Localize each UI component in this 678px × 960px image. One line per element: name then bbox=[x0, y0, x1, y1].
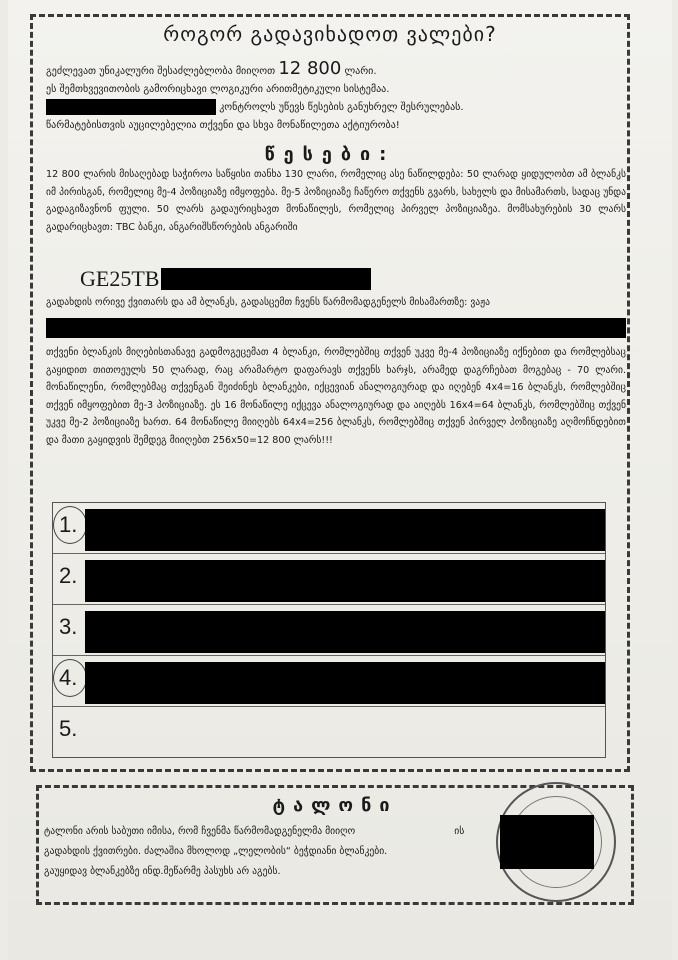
intro-line-2: ეს შემთხვევითობის გამორიცხავი ლოგიკური არითმეტიკული სისტემაა. bbox=[46, 84, 390, 95]
coupon-line-1-text: ტალონი არის საბუთი იმისა, რომ ჩვენმა წარმომადგენელმა მიიღო bbox=[44, 826, 356, 837]
intro-line-4: წარმატებისთვის აუცილებელია თქვენი და სხვა მონაწილეთა აქტიურობა! bbox=[46, 120, 400, 131]
rules-heading: წესები: bbox=[264, 144, 396, 165]
intro-block bbox=[46, 60, 626, 135]
intro-line-3-text: კონტროლს უწევს წესების განუხრელ შესრულებას. bbox=[219, 102, 464, 113]
position-number: 3. bbox=[59, 614, 78, 639]
iban-redaction bbox=[161, 268, 371, 290]
stamp-redaction bbox=[500, 815, 594, 869]
redaction-bar bbox=[85, 560, 605, 602]
rules-paragraph: 12 800 ლარის მისაღებად საჭიროა საწყისი თანხა 130 ლარი, რომელიც ასე ნაწილდება: 50 ლარად ყიდულობთ ამ ბლანკს იმ პირისგან, რომელიც მე-4 პოზიციაზე იმყოფება. მე-5 პოზიციაზე ჩაწერო თქვენს გვარს, სახელს და მისამართს, სადაც უნდა გადაგიზავნონ ფული. 50 ლარს გადაურიცხავთ მონაწილეს, რომელიც პირველ პოზიციაზეა. მომსახურების 30 ლარს გადარიცხავთ: TBC ბანკი, ანგარიშსწორების ანგარიში bbox=[46, 169, 626, 233]
list-row bbox=[53, 554, 605, 605]
coupon-title: ტალონი bbox=[272, 795, 398, 816]
list-row bbox=[53, 503, 605, 554]
list-row bbox=[53, 707, 605, 758]
redaction-bar bbox=[85, 611, 605, 653]
coupon-text bbox=[44, 822, 504, 882]
explanation-paragraph: თქვენი ბლანკის მიღებისთანავე გადმოგეცემათ 4 ბლანკი, რომლებშიც თქვენ უკვე მე-4 პოზიციაზე იქნებით და რომლებსაც გაყიდით თითოეულს 50 ლარად, რაც არამარტო დაფარავს თქვენს ხარჯს, არამედ დაგრჩებათ მოგებაც - 70 ლარი. მონაწილენი, რომლებმაც თქვენგან შეიძინეს ბლანკები, იქცევიან ანალოგიურად და იღებენ 4x4=16 ბლანკს, რომლებშიც თქვენ იმყოფებით მე-3 პოზიციაზე. ეს 16 მონაწილე იქცევა ანალოგიურად და აიღებს 16x4=64 ბლანკს, რომლებშიც თქვენ უკვე მე-2 პოზიციაზე ხართ. 64 მონაწილე მიიღებს 64x4=256 ბლანკს, რომლებშიც თქვენ პირველ პოზიციაზე აღმოჩნდებით და მათი გაყიდვის შემდეგ მიიღებთ 256x50=12 800 ლარს!!! bbox=[46, 347, 626, 446]
position-number: 2. bbox=[59, 563, 78, 588]
position-number: 4. bbox=[59, 665, 78, 690]
coupon-line-1 bbox=[44, 822, 504, 842]
page-title: როგორ გადავიხადოთ ვალები? bbox=[163, 22, 497, 46]
intro-line-3 bbox=[46, 99, 626, 117]
position-number: 5. bbox=[59, 716, 78, 741]
coupon-line-1-end: ის bbox=[454, 826, 465, 837]
list-row bbox=[53, 656, 605, 707]
redaction-bar bbox=[46, 99, 216, 115]
delivery-instruction: გადახდის ორივე ქვითარს და ამ ბლანკს, გადასცემთ ჩვენს წარმომადგენელს მისამართზე: ვაჟა bbox=[46, 297, 491, 308]
redaction-bar bbox=[85, 662, 605, 704]
coupon-line-3: გაუყიდავ ბლანკებზე ინდ.მეწარმე პასუხს არ აგებს. bbox=[44, 866, 281, 877]
intro-currency: ლარი. bbox=[344, 66, 377, 77]
account-number bbox=[80, 266, 371, 292]
iban-prefix: GE25TB bbox=[80, 266, 160, 291]
intro-line-1-text: გეძლევათ უნიკალური შესაძლებლობა მიიღოთ bbox=[46, 66, 276, 77]
intro-line-1 bbox=[46, 60, 626, 81]
coupon-line-2: გადახდის ქვითრები. ძალაშია მხოლოდ „ლელობის“ ბეჭდიანი ბლანკები. bbox=[44, 846, 388, 857]
position-number: 1. bbox=[59, 512, 78, 537]
prize-amount: 12 800 bbox=[278, 58, 342, 79]
redaction-bar bbox=[85, 509, 605, 551]
participant-list bbox=[52, 502, 606, 758]
address-redaction bbox=[46, 318, 626, 338]
list-row bbox=[53, 605, 605, 656]
